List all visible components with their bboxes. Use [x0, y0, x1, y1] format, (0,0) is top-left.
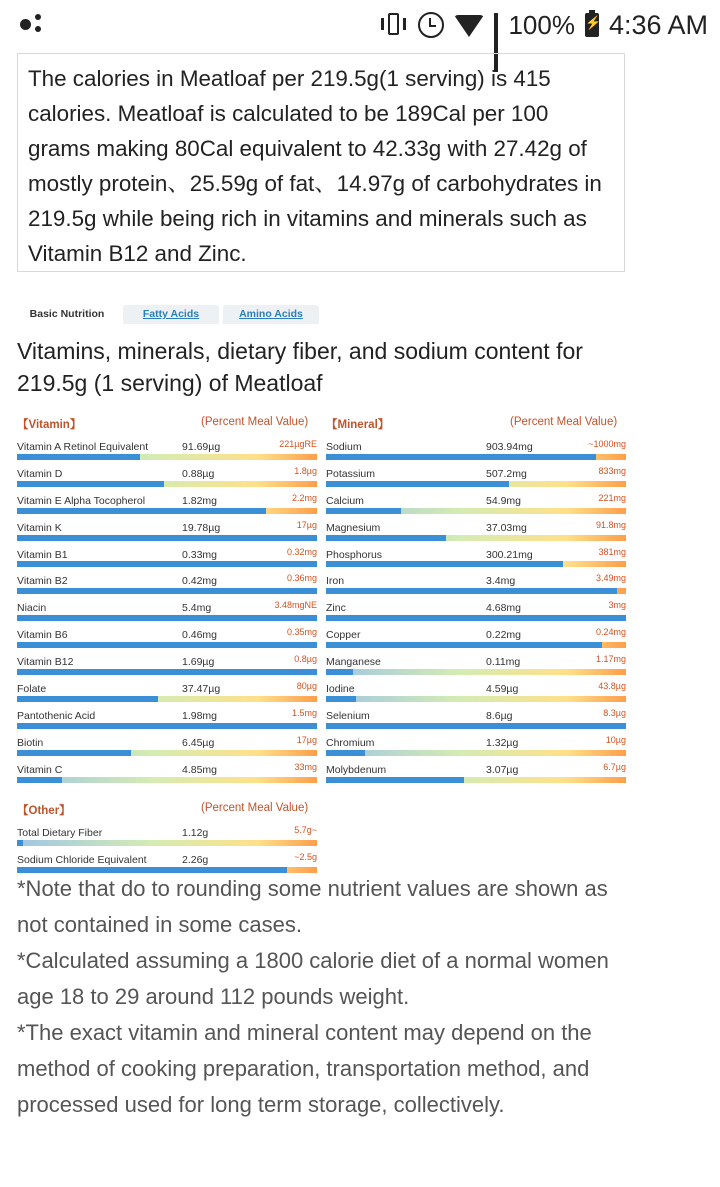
nutrient-row: [326, 433, 626, 460]
nutrient-amount: 1.69µg: [182, 656, 215, 669]
nutrient-reference: 0.24mg: [595, 627, 626, 638]
nutrient-name: Potassium: [326, 467, 376, 480]
nutrient-row: [326, 487, 626, 514]
nutrient-reference: ~2.5g: [294, 851, 317, 862]
note-cooking-method: *The exact vitamin and mineral content may depend on the method of cooking preparation, transportation method, and processed used for long term storage, collectively.: [17, 1020, 592, 1117]
nutrient-reference: 1.5mg: [291, 707, 317, 718]
nutrient-reference: 0.32mg: [286, 546, 317, 557]
nutrient-reference: 80µg: [296, 681, 317, 692]
nutrient-row: [326, 729, 626, 756]
nutrient-amount: 3.4mg: [486, 575, 516, 588]
nutrient-reference: 221mg: [598, 492, 626, 503]
nutrient-row: [17, 487, 317, 514]
nutrient-amount: 6.45µg: [182, 736, 215, 749]
section-title: Vitamins, minerals, dietary fiber, and sodium content for 219.5g (1 serving) of Meatloaf: [17, 338, 583, 396]
nutrient-name: Niacin: [17, 602, 47, 615]
nutrient-amount: 91.69µg: [182, 441, 221, 453]
percent-meal-bar: [326, 777, 626, 783]
nutrient-reference: 10µg: [605, 734, 626, 745]
tab-basic-nutrition[interactable]: Basic Nutrition: [17, 305, 117, 324]
mineral-heading: 【Mineral】: [326, 419, 390, 431]
nutrient-row: [17, 846, 317, 873]
nutrient-name: Vitamin E Alpha Tocopherol: [17, 494, 146, 507]
nutrient-amount: 37.03mg: [486, 521, 527, 534]
nutrient-amount: 1.82mg: [182, 494, 218, 507]
nutrient-name: Vitamin B6: [17, 629, 68, 642]
nutrient-row: [17, 675, 317, 702]
nutrient-reference: 0.36mg: [286, 573, 317, 584]
nutrient-row: [17, 819, 317, 846]
alarm-icon: [418, 12, 444, 38]
nutrient-name: Vitamin B12: [17, 656, 74, 669]
nutrient-row: [17, 729, 317, 756]
nutrient-reference: 6.7µg: [603, 761, 626, 772]
nutrient-name: Iodine: [326, 683, 355, 696]
nutrient-row: [326, 756, 626, 783]
nutrient-row: [17, 648, 317, 675]
nutrient-name: Sodium: [326, 441, 362, 453]
nutrient-name: Chromium: [326, 736, 375, 749]
nutrient-amount: 1.12g: [182, 827, 209, 839]
mineral-table: [326, 413, 626, 783]
nutrient-row: [17, 514, 317, 541]
percent-meal-fill: [326, 777, 464, 783]
nutrient-reference: 17µg: [296, 519, 317, 530]
nutrient-amount: 0.88µg: [182, 467, 215, 480]
vitamin-table: [17, 413, 317, 783]
nutrient-amount: 3.07µg: [486, 763, 519, 776]
status-bar: [0, 0, 720, 50]
nutrient-name: Vitamin K: [17, 521, 62, 534]
battery-percent: 100%: [508, 9, 575, 40]
nutrient-name: Pantothenic Acid: [17, 709, 96, 722]
nutrient-name: Total Dietary Fiber: [17, 827, 103, 839]
other-pmv-label: (Percent Meal Value): [201, 802, 309, 814]
nutrient-amount: 2.26g: [182, 853, 209, 866]
other-table: [17, 799, 317, 873]
vibrate-icon: [380, 13, 408, 37]
nutrient-amount: 507.2mg: [486, 467, 527, 480]
nutrient-name: Vitamin C: [17, 763, 63, 776]
nutrient-amount: 5.4mg: [182, 602, 212, 615]
nutrient-row: [326, 541, 626, 568]
nutrient-row: [326, 675, 626, 702]
wifi-icon: [454, 15, 484, 37]
other-heading: 【Other】: [17, 805, 71, 817]
nutrient-reference: 0.8µg: [294, 654, 317, 665]
nutrient-amount: 903.94mg: [486, 441, 533, 453]
nutrient-reference: 3.49mg: [595, 573, 626, 584]
nutrition-tabs: [17, 305, 625, 324]
nutrient-row: [326, 702, 626, 729]
nutrient-name: Phosphorus: [326, 548, 383, 561]
nutrient-row: [17, 433, 317, 460]
nutrient-row: [17, 460, 317, 487]
nutrient-name: Molybdenum: [326, 763, 387, 776]
nutrient-reference: 833mg: [598, 465, 626, 476]
tab-fatty-acids[interactable]: Fatty Acids: [123, 305, 219, 324]
footnotes: [17, 871, 627, 1123]
notification-dots-icon: [20, 14, 50, 38]
vitamin-pmv-label: (Percent Meal Value): [201, 416, 309, 428]
nutrient-reference: 1.17mg: [595, 654, 626, 665]
nutrient-amount: 4.59µg: [486, 683, 519, 696]
battery-charging-icon: [585, 13, 599, 37]
nutrient-name: Vitamin D: [17, 467, 63, 480]
nutrient-reference: 91.8mg: [595, 519, 626, 530]
nutrient-amount: 1.98mg: [182, 709, 218, 722]
nutrient-name: Folate: [17, 683, 47, 696]
nutrient-name: Manganese: [326, 656, 381, 669]
nutrient-reference: 8.3µg: [603, 707, 626, 718]
nutrient-amount: 0.33mg: [182, 548, 218, 561]
nutrient-name: Biotin: [17, 736, 44, 749]
nutrient-reference: 33mg: [294, 761, 317, 772]
nutrient-name: Vitamin B1: [17, 548, 68, 561]
nutrient-reference: 43.8µg: [598, 681, 626, 692]
nutrient-reference: 221µgRE: [279, 439, 317, 449]
nutrient-row: [326, 514, 626, 541]
nutrient-amount: 54.9mg: [486, 494, 522, 507]
nutrient-amount: 0.42mg: [182, 575, 218, 588]
nutrient-reference: 3mg: [608, 600, 626, 611]
nutrient-row: [17, 567, 317, 594]
nutrient-name: Sodium Chloride Equivalent: [17, 853, 147, 866]
nutrient-row: [17, 756, 317, 783]
nutrient-reference: 2.2mg: [291, 492, 317, 503]
nutrient-name: Calcium: [326, 494, 364, 507]
calorie-summary: The calories in Meatloaf per 219.5g(1 serving) is 415 calories. Meatloaf is calculated to be 189Cal per 100 grams making 80Cal equivalent to 42.33g with 27.42g of mostly protein、25.59g of fat、14.97g of carbohydrates in 219.5g while being rich in vitamins and minerals such as Vitamin B12 and Zinc.: [17, 53, 625, 272]
percent-meal-bar: [17, 777, 317, 783]
nutrient-amount: 300.21mg: [486, 548, 533, 561]
vitamin-heading: 【Vitamin】: [17, 419, 82, 431]
nutrient-amount: 37.47µg: [182, 683, 221, 696]
nutrient-amount: 1.32µg: [486, 736, 519, 749]
nutrient-reference: ~1000mg: [588, 439, 626, 449]
nutrient-row: [326, 648, 626, 675]
nutrient-name: Zinc: [326, 602, 346, 615]
nutrient-reference: 381mg: [598, 546, 626, 557]
nutrient-row: [17, 541, 317, 568]
nutrient-amount: 19.78µg: [182, 521, 221, 534]
nutrient-row: [326, 567, 626, 594]
nutrient-amount: 0.46mg: [182, 629, 218, 642]
nutrient-row: [17, 621, 317, 648]
nutrient-row: [326, 621, 626, 648]
nutrient-row: [326, 594, 626, 621]
nutrient-row: [17, 594, 317, 621]
nutrient-name: Selenium: [326, 709, 370, 722]
nutrient-amount: 4.85mg: [182, 763, 218, 776]
nutrient-amount: 4.68mg: [486, 602, 522, 615]
tab-amino-acids[interactable]: Amino Acids: [223, 305, 319, 324]
nutrient-name: Vitamin A Retinol Equivalent: [17, 441, 149, 453]
nutrient-amount: 0.11mg: [486, 656, 521, 669]
signal-icon: [494, 13, 498, 37]
mineral-pmv-label: (Percent Meal Value): [510, 416, 618, 428]
note-diet-assumption: *Calculated assuming a 1800 calorie diet of a normal women age 18 to 29 around 112 pounds weight.: [17, 948, 609, 1009]
note-rounding: *Note that do to rounding some nutrient values are shown as not contained in some cases.: [17, 876, 608, 937]
clock: 4:36 AM: [608, 9, 708, 40]
percent-meal-fill: [17, 777, 62, 783]
nutrient-name: Iron: [326, 575, 345, 588]
nutrient-reference: 1.8µg: [294, 465, 317, 476]
nutrient-name: Magnesium: [326, 521, 381, 534]
nutrient-reference: 5.7g~: [294, 825, 317, 835]
nutrient-reference: 0.35mg: [286, 627, 317, 638]
nutrient-reference: 17µg: [296, 734, 317, 745]
nutrient-amount: 0.22mg: [486, 629, 522, 642]
nutrient-reference: 3.48mgNE: [274, 600, 317, 611]
nutrient-name: Vitamin B2: [17, 575, 68, 588]
nutrient-row: [326, 460, 626, 487]
nutrient-amount: 8.6µg: [486, 709, 513, 722]
nutrient-name: Copper: [326, 629, 361, 642]
nutrient-row: [17, 702, 317, 729]
